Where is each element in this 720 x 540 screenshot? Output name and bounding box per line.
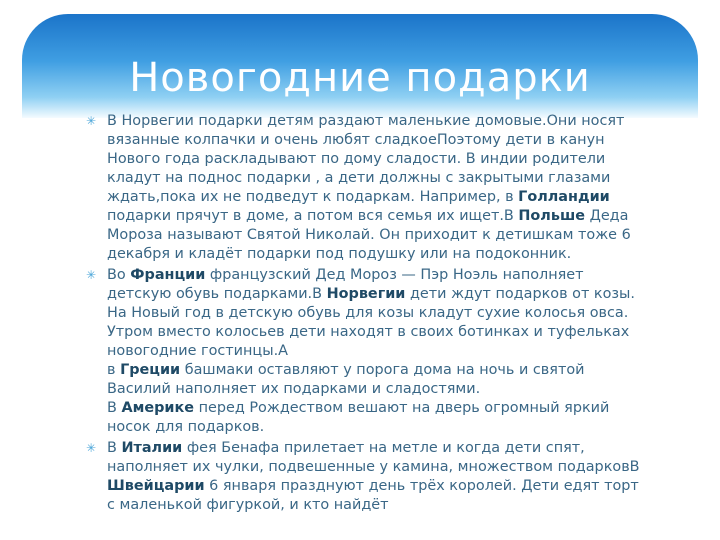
bullet-star-icon: ✳	[86, 114, 97, 128]
bullet-paragraph: в Греции башмаки оставляют у порога дома на ночь и святой Василий наполняет их подарками и сладостями.	[107, 362, 585, 397]
bullet-item	[86, 439, 646, 515]
slide-body	[86, 112, 646, 517]
country-name: Америке	[121, 400, 195, 416]
country-name: Швейцарии	[107, 478, 205, 494]
country-name: Польше	[518, 208, 585, 224]
country-name: Норвегии	[326, 286, 406, 302]
country-name: Голландии	[518, 189, 610, 205]
country-name: Италии	[121, 440, 183, 456]
bullet-item	[86, 266, 646, 437]
bullet-star-icon: ✳	[86, 268, 97, 282]
bullet-paragraph: В Норвегии подарки детям раздают маленькие домовые.Они носят вязанные колпачки и очень любят сладкоеПоэтому дети в канун Нового года раскладывают по дому сладости. В индии родители кладут на поднос подарки , а дети должны с закрытыми глазами ждать,пока их не подведут к подаркам. Например, в Голландии подарки прячут в доме, а потом вся семья их ищет.В Польше Деда Мороза называют Святой Николай. Он приходит к детишкам тоже 6 декабря и кладёт подарки под подушку или на подоконник.	[107, 113, 631, 262]
bullet-item	[86, 112, 646, 264]
country-name: Франции	[130, 267, 206, 283]
country-name: Греции	[120, 362, 181, 378]
slide-title: Новогодние подарки	[129, 55, 591, 101]
bullet-star-icon: ✳	[86, 441, 97, 455]
bullet-paragraph: В Италии фея Бенафа прилетает на метле и когда дети спят, наполняет их чулки, подвешенные у камина, множеством подарковВ Швейцарии 6 января празднуют день трёх королей. Дети едят торт с маленькой фигуркой, и кто найдёт	[107, 440, 640, 513]
bullet-paragraph: Во Франции французский Дед Мороз — Пэр Ноэль наполняет детскую обувь подарками.В Норвегии дети ждут подарков от козы. На Новый год в детскую обувь для козы кладут сухие колосья овса. Утром вместо колосьев дети находят в своих ботинках и туфельках новогодние гостинцы.А	[107, 267, 635, 359]
bullet-paragraph: В Америке перед Рождеством вешают на дверь огромный яркий носок для подарков.	[107, 400, 610, 435]
